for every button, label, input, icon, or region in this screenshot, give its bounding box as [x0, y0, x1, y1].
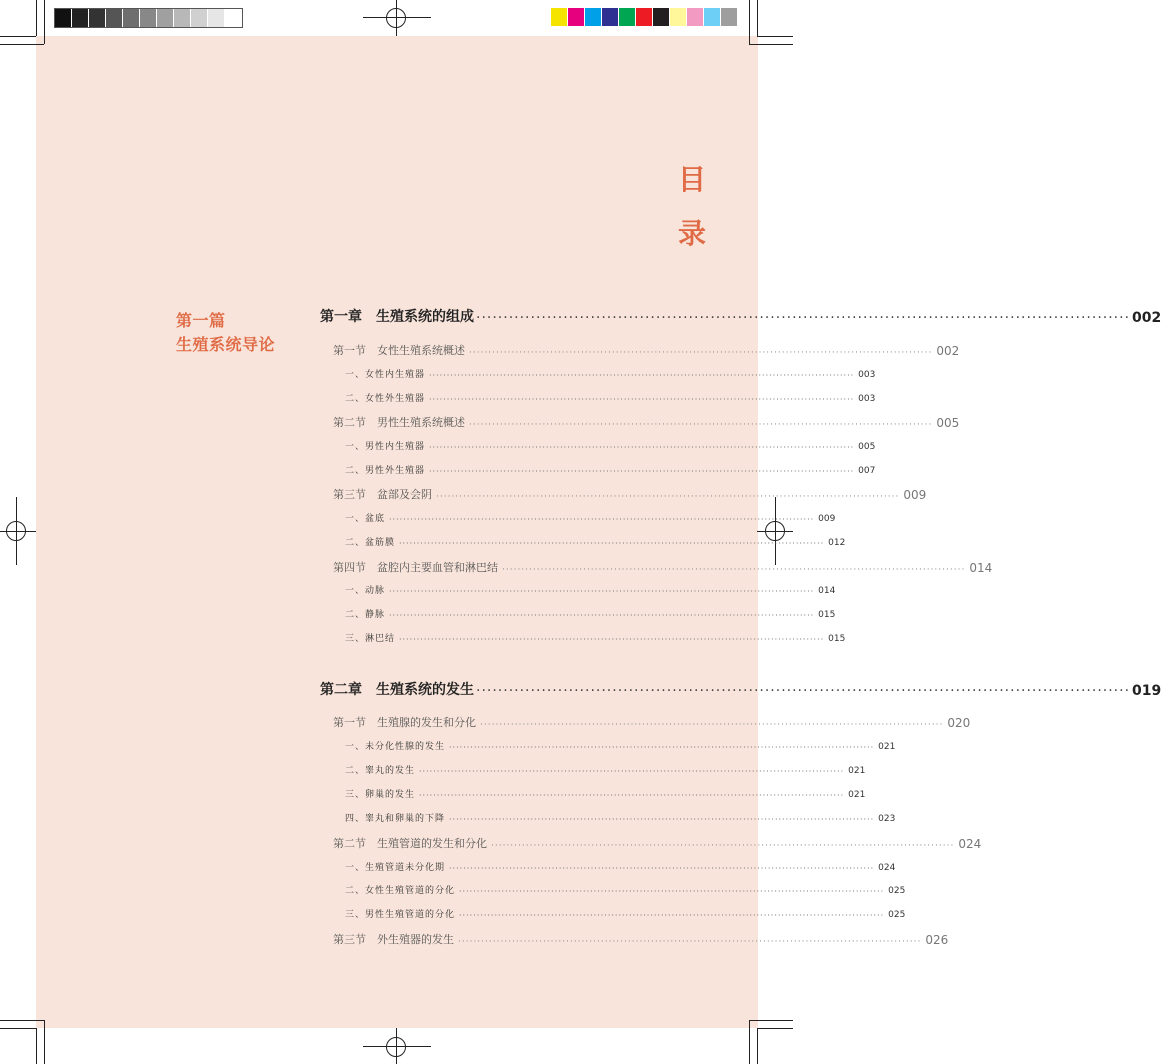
toc-entry-label: 二、女性外生殖器: [345, 394, 426, 404]
toc-page-number: 021: [848, 766, 866, 776]
color-swatch: [670, 8, 687, 26]
toc-entry-label: 三、卵巢的发生: [345, 790, 416, 800]
gray-swatch: [208, 9, 225, 27]
color-swatch: [585, 8, 602, 26]
toc-section-entry[interactable]: [320, 714, 971, 730]
toc-leader-dots: ························································································································: [480, 720, 944, 730]
toc-leader-dots: ························································································································: [459, 911, 885, 920]
toc-page-number: 024: [878, 863, 896, 873]
toc-entry-label: 第三节 外生殖器的发生: [333, 933, 454, 946]
toc-entry-label: 第二节 男性生殖系统概述: [333, 416, 465, 429]
toc-page-number: 009: [818, 514, 836, 524]
toc-leader-dots: ························································································································: [389, 587, 815, 596]
toc-sub-entry[interactable]: [320, 463, 876, 476]
gray-swatch: [89, 9, 106, 27]
gray-swatch: [123, 9, 140, 27]
toc-leader-dots: ························································································································: [419, 767, 845, 776]
toc-entry-label: 一、动脉: [345, 586, 386, 596]
color-swatch: [636, 8, 653, 26]
toc-chapter-entry[interactable]: [320, 306, 1161, 326]
toc-page-number: 025: [888, 886, 906, 896]
toc-leader-dots: ························································································································: [458, 937, 922, 947]
toc-page-number: 026: [925, 933, 949, 947]
toc-page-number: 020: [947, 716, 971, 730]
toc-entry-label: 二、盆筋膜: [345, 538, 396, 548]
toc-title-char-1: 目: [677, 163, 706, 196]
toc-entry-label: 一、女性内生殖器: [345, 370, 426, 380]
toc-page-number: 015: [818, 610, 836, 620]
gray-swatch: [72, 9, 89, 27]
color-swatch: [568, 8, 585, 26]
toc-page-number: 021: [878, 742, 896, 752]
grayscale-color-bar: [54, 8, 243, 28]
toc-page-number: 009: [903, 488, 927, 502]
toc-leader-dots: ························································································································: [469, 348, 933, 358]
toc-page-number: 005: [936, 416, 960, 430]
gray-swatch: [157, 9, 174, 27]
toc-entry-label: 第一章 生殖系统的组成: [320, 309, 474, 325]
toc-section-entry[interactable]: [320, 414, 960, 430]
toc-page-number: 003: [858, 394, 876, 404]
toc-leader-dots: ························································································································: [469, 420, 933, 430]
toc-entry-label: 第四节 盆腔内主要血管和淋巴结: [333, 561, 498, 574]
toc-entry-label: 二、静脉: [345, 610, 386, 620]
toc-leader-dots: ························································································································: [491, 841, 955, 851]
toc-page-number: 007: [858, 466, 876, 476]
toc-sub-entry[interactable]: [320, 739, 896, 752]
toc-entry-label: 二、男性外生殖器: [345, 466, 426, 476]
toc-entry-label: 四、睾丸和卵巢的下降: [345, 814, 446, 824]
page-background: [36, 36, 758, 1028]
gray-swatch: [225, 9, 242, 27]
toc-sub-entry[interactable]: [320, 535, 846, 548]
gray-swatch: [191, 9, 208, 27]
toc-sub-entry[interactable]: [320, 511, 836, 524]
toc-entry-label: 二、女性生殖管道的分化: [345, 886, 456, 896]
toc-entry-label: 第一节 女性生殖系统概述: [333, 344, 465, 357]
toc-page-number: 019: [1132, 683, 1161, 699]
toc-page-number: 015: [828, 634, 846, 644]
toc-entry-label: 一、生殖管道未分化期: [345, 863, 446, 873]
toc-leader-dots: ························································································································: [436, 492, 900, 502]
toc-leader-dots: ························································································································: [429, 371, 855, 380]
color-swatch: [721, 8, 738, 26]
gray-swatch: [140, 9, 157, 27]
toc-page-number: 002: [936, 344, 960, 358]
toc-page-number: 021: [848, 790, 866, 800]
toc-section-entry[interactable]: [320, 835, 982, 851]
part-title: 生殖系统导论: [176, 335, 276, 354]
toc-page-number: 023: [878, 814, 896, 824]
toc-page-number: 014: [818, 586, 836, 596]
toc-entry-label: 二、睾丸的发生: [345, 766, 416, 776]
toc-entry-label: 第二章 生殖系统的发生: [320, 682, 474, 698]
gray-swatch: [106, 9, 123, 27]
color-swatch: [704, 8, 721, 26]
toc-title-char-2: 录: [677, 217, 706, 250]
toc-sub-entry[interactable]: [320, 391, 876, 404]
part-number: 第一篇: [176, 311, 226, 330]
toc-entry-label: 第一节 生殖腺的发生和分化: [333, 716, 476, 729]
toc-sub-entry[interactable]: [320, 631, 846, 644]
toc-sub-entry[interactable]: [320, 860, 896, 873]
color-swatch: [602, 8, 619, 26]
color-calibration-bar: [551, 8, 738, 26]
toc-sub-entry[interactable]: [320, 607, 836, 620]
toc-sub-entry[interactable]: [320, 763, 866, 776]
toc-sub-entry[interactable]: [320, 883, 906, 896]
toc-page-number: 003: [858, 370, 876, 380]
toc-sub-entry[interactable]: [320, 583, 836, 596]
toc-sub-entry[interactable]: [320, 787, 866, 800]
toc-leader-dots: ························································································································: [389, 611, 815, 620]
toc-entry-label: 三、淋巴结: [345, 634, 396, 644]
color-swatch: [687, 8, 704, 26]
toc-leader-dots: ························································································································: [419, 791, 845, 800]
toc-entry-label: 第三节 盆部及会阴: [333, 488, 432, 501]
toc-entry-label: 第二节 生殖管道的发生和分化: [333, 837, 487, 850]
toc-leader-dots: ························································································································: [449, 815, 875, 824]
toc-leader-dots: ························································································································: [476, 683, 1131, 699]
toc-leader-dots: ························································································································: [389, 515, 815, 524]
toc-sub-entry[interactable]: [320, 439, 876, 452]
gray-swatch: [55, 9, 72, 27]
toc-sub-entry[interactable]: [320, 907, 906, 920]
toc-chapter-entry[interactable]: [320, 679, 1161, 699]
toc-leader-dots: ························································································································: [399, 635, 825, 644]
toc-section-entry[interactable]: [320, 486, 927, 502]
toc-page-number: 024: [958, 837, 982, 851]
toc-page-number: 005: [858, 442, 876, 452]
toc-leader-dots: ························································································································: [429, 467, 855, 476]
toc-leader-dots: ························································································································: [449, 864, 875, 873]
toc-sub-entry[interactable]: [320, 811, 896, 824]
toc-page-number: 025: [888, 910, 906, 920]
color-swatch: [551, 8, 568, 26]
toc-leader-dots: ························································································································: [399, 539, 825, 548]
toc-entry-label: 三、男性生殖管道的分化: [345, 910, 456, 920]
gray-swatch: [174, 9, 191, 27]
toc-section-entry[interactable]: [320, 342, 960, 358]
toc-page-number: 012: [828, 538, 846, 548]
toc-leader-dots: ························································································································: [429, 395, 855, 404]
toc-leader-dots: ························································································································: [449, 743, 875, 752]
toc-page-number: 002: [1132, 310, 1161, 326]
color-swatch: [619, 8, 636, 26]
toc-leader-dots: ························································································································: [476, 310, 1131, 326]
toc-leader-dots: ························································································································: [429, 443, 855, 452]
toc-leader-dots: ························································································································: [459, 887, 885, 896]
toc-leader-dots: ························································································································: [502, 565, 966, 575]
color-swatch: [653, 8, 670, 26]
toc-entry-label: 一、盆底: [345, 514, 386, 524]
toc-sub-entry[interactable]: [320, 367, 876, 380]
toc-section-entry[interactable]: [320, 559, 993, 575]
toc-entry-label: 一、未分化性腺的发生: [345, 742, 446, 752]
toc-entry-label: 一、男性内生殖器: [345, 442, 426, 452]
toc-page-number: 014: [969, 561, 993, 575]
toc-section-entry[interactable]: [320, 931, 949, 947]
